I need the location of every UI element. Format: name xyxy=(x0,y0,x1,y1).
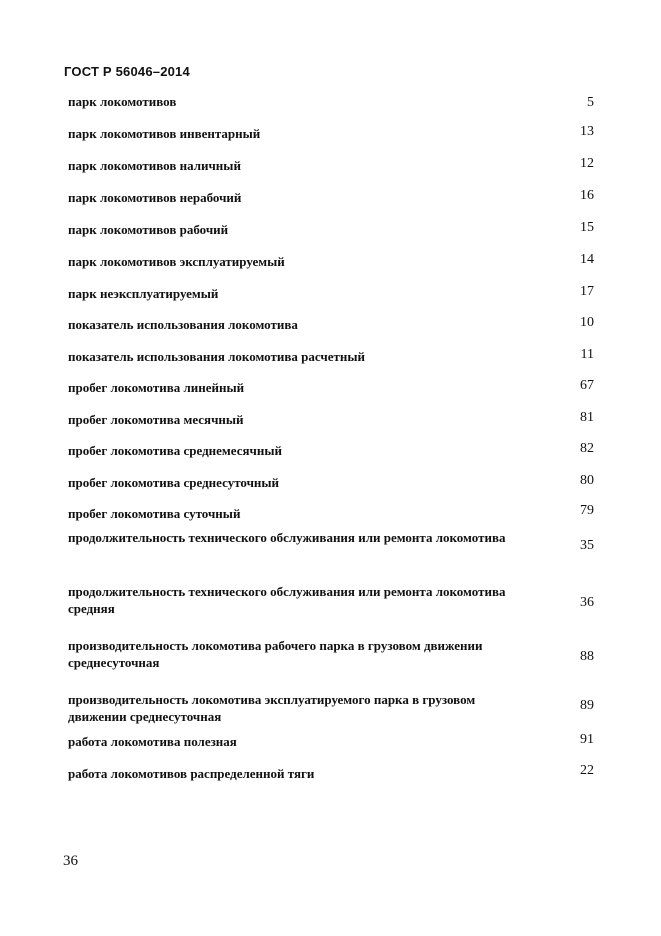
index-term: парк локомотивов рабочий xyxy=(68,222,229,237)
index-term: показатель использования локомотива расчетный xyxy=(68,349,365,364)
index-page: 16 xyxy=(580,188,594,203)
index-entry xyxy=(68,411,594,442)
index-page: 82 xyxy=(580,441,594,456)
index-entry xyxy=(68,583,594,637)
index-entry xyxy=(68,474,594,505)
index-term: парк локомотивов инвентарный xyxy=(68,126,261,141)
index-entry xyxy=(68,733,594,765)
index-page: 5 xyxy=(587,95,594,110)
index-term: работа локомотивов распределенной тяги xyxy=(68,766,315,781)
index-page: 91 xyxy=(580,732,594,747)
index-page: 11 xyxy=(580,347,594,362)
index-entry xyxy=(68,505,594,529)
index-page: 35 xyxy=(580,538,594,553)
index-page: 79 xyxy=(580,503,594,518)
index-page: 12 xyxy=(580,156,594,171)
index-page: 88 xyxy=(580,649,594,664)
term-index xyxy=(68,93,594,797)
index-term: продолжительность технического обслуживания или ремонта локомотива средняя xyxy=(68,584,506,616)
index-term: парк локомотивов наличный xyxy=(68,158,241,173)
index-entry xyxy=(68,529,594,583)
index-term: пробег локомотива линейный xyxy=(68,380,245,395)
index-term: пробег локомотива месячный xyxy=(68,412,244,427)
index-term: пробег локомотива суточный xyxy=(68,506,241,521)
index-entry xyxy=(68,379,594,411)
index-entry xyxy=(68,253,594,285)
index-page: 22 xyxy=(580,763,594,778)
page-number: 36 xyxy=(63,853,78,869)
index-entry xyxy=(68,316,594,348)
index-page: 17 xyxy=(580,284,594,299)
index-term: производительность локомотива эксплуатируемого парка в грузовом движении среднесуточная xyxy=(68,692,476,724)
index-term: парк локомотивов нерабочий xyxy=(68,190,242,205)
index-entry xyxy=(68,285,594,316)
index-entry xyxy=(68,189,594,221)
index-term: парк локомотивов эксплуатируемый xyxy=(68,254,285,269)
index-entry xyxy=(68,442,594,474)
index-page: 13 xyxy=(580,124,594,139)
index-term: пробег локомотива среднесуточный xyxy=(68,475,280,490)
index-entry xyxy=(68,691,594,733)
index-term: работа локомотива полезная xyxy=(68,734,237,749)
index-entry xyxy=(68,93,594,125)
index-entry xyxy=(68,348,594,379)
index-entry xyxy=(68,125,594,157)
index-term: показатель использования локомотива xyxy=(68,317,298,332)
index-page: 14 xyxy=(580,252,594,267)
index-page: 89 xyxy=(580,698,594,713)
index-entry xyxy=(68,221,594,253)
index-entry xyxy=(68,765,594,797)
index-page: 81 xyxy=(580,410,594,425)
index-entry xyxy=(68,637,594,691)
index-term: продолжительность технического обслуживания или ремонта локомотива xyxy=(68,530,506,545)
index-term: пробег локомотива среднемесячный xyxy=(68,443,282,458)
index-page: 36 xyxy=(580,595,594,610)
index-page: 10 xyxy=(580,315,594,330)
index-term: производительность локомотива рабочего парка в грузовом движении среднесуточная xyxy=(68,638,483,670)
document-header: ГОСТ Р 56046–2014 xyxy=(64,64,190,79)
index-entry xyxy=(68,157,594,189)
index-term: парк неэксплуатируемый xyxy=(68,286,219,301)
index-page: 15 xyxy=(580,220,594,235)
index-page: 80 xyxy=(580,473,594,488)
index-term: парк локомотивов xyxy=(68,94,177,109)
index-page: 67 xyxy=(580,378,594,393)
